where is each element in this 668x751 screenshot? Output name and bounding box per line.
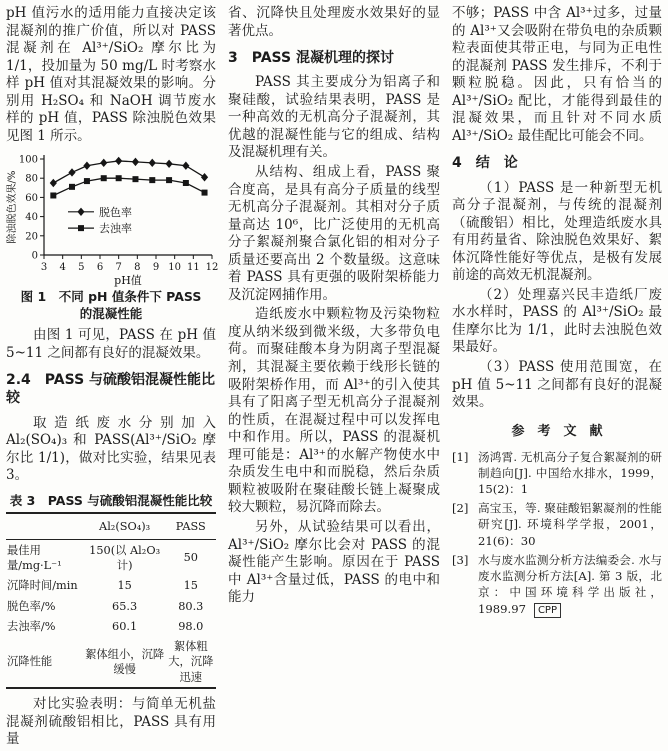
section-2-4-heading: 2.4 PASS 与硫酸铝混凝性能比较 — [6, 372, 216, 407]
reference-label: [3] — [452, 552, 469, 567]
section-4-heading: 4 结 论 — [452, 155, 518, 172]
table3-cell: 150(以 Al₂O₃ 计) — [89, 543, 161, 573]
svg-text:60: 60 — [25, 193, 38, 205]
table3-cell: 沉降性能 — [7, 655, 53, 669]
table3-cell: 脱色率/% — [7, 599, 56, 613]
table3-header-pass: PASS — [166, 513, 216, 540]
table3-cell: 65.3 — [112, 599, 138, 613]
table3-cell: 最佳用量/mg·L⁻¹ — [7, 543, 62, 573]
svg-text:5: 5 — [78, 262, 85, 274]
reference-text — [478, 552, 662, 618]
section-3-heading: 3 PASS 混凝机理的探讨 — [228, 50, 394, 67]
table3-cell: 沉降时间/min — [7, 579, 78, 593]
reference-label: [2] — [452, 501, 469, 516]
table3-cell: 50 — [183, 551, 198, 565]
figure1-caption-line2: 的混凝性能 — [79, 306, 143, 322]
svg-text:20: 20 — [25, 231, 38, 243]
para-al-excess-continued: 不够；PASS 中含 Al³⁺过多，过量的 Al³⁺又会吸附在带负电的杂质颗粒表面使其带正电，与同为正电性的混凝剂 PASS 发生排斥，不利于颗粒脱稳。因此，只有恰当的 Al³⁺/SiO₂ 配比，才能得到最佳的混凝效果，而且针对不同水质 Al³⁺/SiO₂ 最佳配比可能会不同。 — [452, 5, 662, 144]
para-mechanism-charge: 造纸废水中颗粒物及污染物粒度从纳米级到微米级，大多带负电荷。而聚硅酸本身为阴离子型混凝剂，其混凝主要依赖于线形长链的吸附架桥作用，而 Al³⁺的引入使其具有了阳离子型无机高分子混凝剂的性质，在混凝过程中可以发挥电中和作用。所以，PASS 的混凝机理可能是：Al³⁺的水解产物使水中杂质发生电中和而脱稳，然后杂质颗粒被吸附在聚硅酸长链上凝聚成较大颗粒，易沉降而除去。 — [228, 306, 440, 516]
figure1-chart — [6, 151, 220, 287]
figure1-caption-line1: 图 1 不同 pH 值条件下 PASS — [20, 289, 202, 305]
column-right — [452, 5, 662, 751]
figure1 — [6, 151, 219, 323]
reference-text: 汤鸿霄. 无机高分子复合絮凝剂的研制趋向[J]. 中国给水排水，1999，15(2)：1 — [478, 449, 662, 496]
reference-label: [1] — [452, 449, 469, 464]
article-end-mark: CPP — [534, 603, 561, 618]
para-mechanism-molar-ratio: 另外，从试验结果可以看出，Al³⁺/SiO₂ 摩尔比会对 PASS 的混凝性能产生影响。原因在于 PASS 中 Al³⁺含量过低，PASS 的电中和能力 — [228, 518, 440, 606]
table3-cell: 15 — [183, 579, 198, 593]
table3-header-row — [6, 513, 216, 540]
svg-text:6: 6 — [96, 262, 104, 274]
svg-text:11: 11 — [186, 262, 200, 274]
list-item — [452, 500, 662, 549]
svg-text:80: 80 — [25, 174, 38, 186]
column-left — [6, 5, 219, 751]
table3-cell: 80.3 — [178, 599, 204, 613]
table3-header-al2so43: Al₂(SO₄)₃ — [84, 513, 166, 540]
svg-text:3: 3 — [40, 262, 48, 274]
svg-text:40: 40 — [25, 212, 38, 224]
para-mechanism-composition: PASS 其主要成分为铝离子和聚硅酸，试验结果表明，PASS 是一种高效的无机高分子混凝剂，其优越的混凝性能与它的组成、结构及混凝机理有关。 — [228, 74, 440, 161]
svg-text:9: 9 — [152, 262, 160, 274]
list-item — [452, 552, 662, 618]
para-ph-applicability: pH 值污水的适用能力直接决定该混凝剂的推广价值，所以对 PASS 混凝剂在 Al³⁺/SiO₂ 摩尔比为 1/1，投加量为 50 mg/L 时考察水样 pH 值对其混凝效果的影响。分别用 H₂SO₄ 和 NaOH 调节废水样的 pH 值，PASS 除浊脱色效果见图 1 所示。 — [6, 5, 216, 144]
list-item — [452, 449, 662, 498]
svg-text:7: 7 — [115, 262, 122, 274]
svg-text:pH值: pH值 — [114, 274, 142, 288]
table-row — [6, 596, 216, 616]
table3-cell: 60.1 — [112, 619, 138, 633]
column-middle — [228, 5, 440, 751]
table3-title: 表 3 PASS 与硫酸铝混凝性能比较 — [9, 492, 213, 508]
table-row — [6, 616, 216, 636]
para-experiment-setup: 取造纸废水分别加入 Al₂(SO₄)₃ 和 PASS(Al³⁺/SiO₂ 摩尔比 1/1)，做对比实验，结果见表 3。 — [6, 414, 216, 484]
reference-text: 高宝玉，等. 聚硅酸铝絮凝剂的性能研究[J]. 环境科学学报，2001，21(6)：30 — [478, 501, 662, 548]
svg-text:4: 4 — [59, 262, 66, 274]
svg-text:除浊脱色效果/%: 除浊脱色效果/% — [7, 170, 18, 244]
conclusion-item-1: （1）PASS 是一种新型无机高分子混凝剂，与传统的混凝剂（硫酸铝）相比，处理造纸废水具有用药量省、除浊脱色效果好、絮体沉降性能好等优点，是极有发展前途的高效无机混凝剂。 — [452, 179, 662, 284]
svg-text:0: 0 — [31, 250, 38, 262]
table3-header-empty — [6, 513, 84, 540]
svg-text:去浊率: 去浊率 — [99, 222, 132, 236]
figure1-caption — [6, 289, 216, 323]
table-row — [6, 540, 216, 576]
para-advantages-continued: 省、沉降快且处理废水效果好的显著优点。 — [228, 5, 440, 39]
table-row — [6, 576, 216, 596]
para-mechanism-structure: 从结构、组成上看，PASS 聚合度高，是具有高分子质量的线型无机高分子混凝剂。其相对分子质量高达 10⁶，比广泛使用的无机高分子絮凝剂聚合氯化铝的相对分子质量还要高出 2 个数量级。这意味着 PASS 具有更强的吸附架桥能力及沉淀网捕作用。 — [228, 164, 440, 303]
conclusion-item-3: （3）PASS 使用范围宽，在 pH 值 5~11 之间都有良好的混凝效果。 — [452, 359, 662, 411]
svg-text:100: 100 — [18, 154, 38, 166]
table3-cell: 去浊率/% — [7, 619, 56, 633]
svg-text:8: 8 — [134, 262, 141, 274]
svg-text:12: 12 — [205, 262, 219, 274]
table3 — [6, 512, 216, 689]
conclusion-item-2: （2）处理嘉兴民丰造纸厂废水水样时，PASS 的 Al³⁺/SiO₂ 最佳摩尔比为 1/1，此时去浊脱色效果最好。 — [452, 286, 662, 356]
table3-cell: 98.0 — [178, 619, 204, 633]
table3-cell: 絮体粗大，沉降迅速 — [168, 640, 214, 684]
para-comparison-result: 对比实验表明：与简单无机盐混凝剂硫酸铝相比，PASS 具有用量 — [6, 696, 216, 748]
table3-cell: 絮体组小，沉降缓慢 — [85, 647, 165, 676]
svg-text:脱色率: 脱色率 — [99, 206, 132, 220]
table-row — [6, 637, 216, 689]
svg-text:10: 10 — [168, 262, 182, 274]
para-figure-conclusion: 由图 1 可见，PASS 在 pH 值 5~11 之间都有良好的混凝效果。 — [6, 327, 216, 361]
table3-cell: 15 — [117, 579, 132, 593]
reference-text-content: 水与废水监测分析方法编委会. 水与废水监测分析方法[A]. 第 3 版，北京：中国环境科学出版社，1989.97 — [478, 552, 662, 616]
references-heading: 参 考 文 献 — [511, 423, 603, 439]
